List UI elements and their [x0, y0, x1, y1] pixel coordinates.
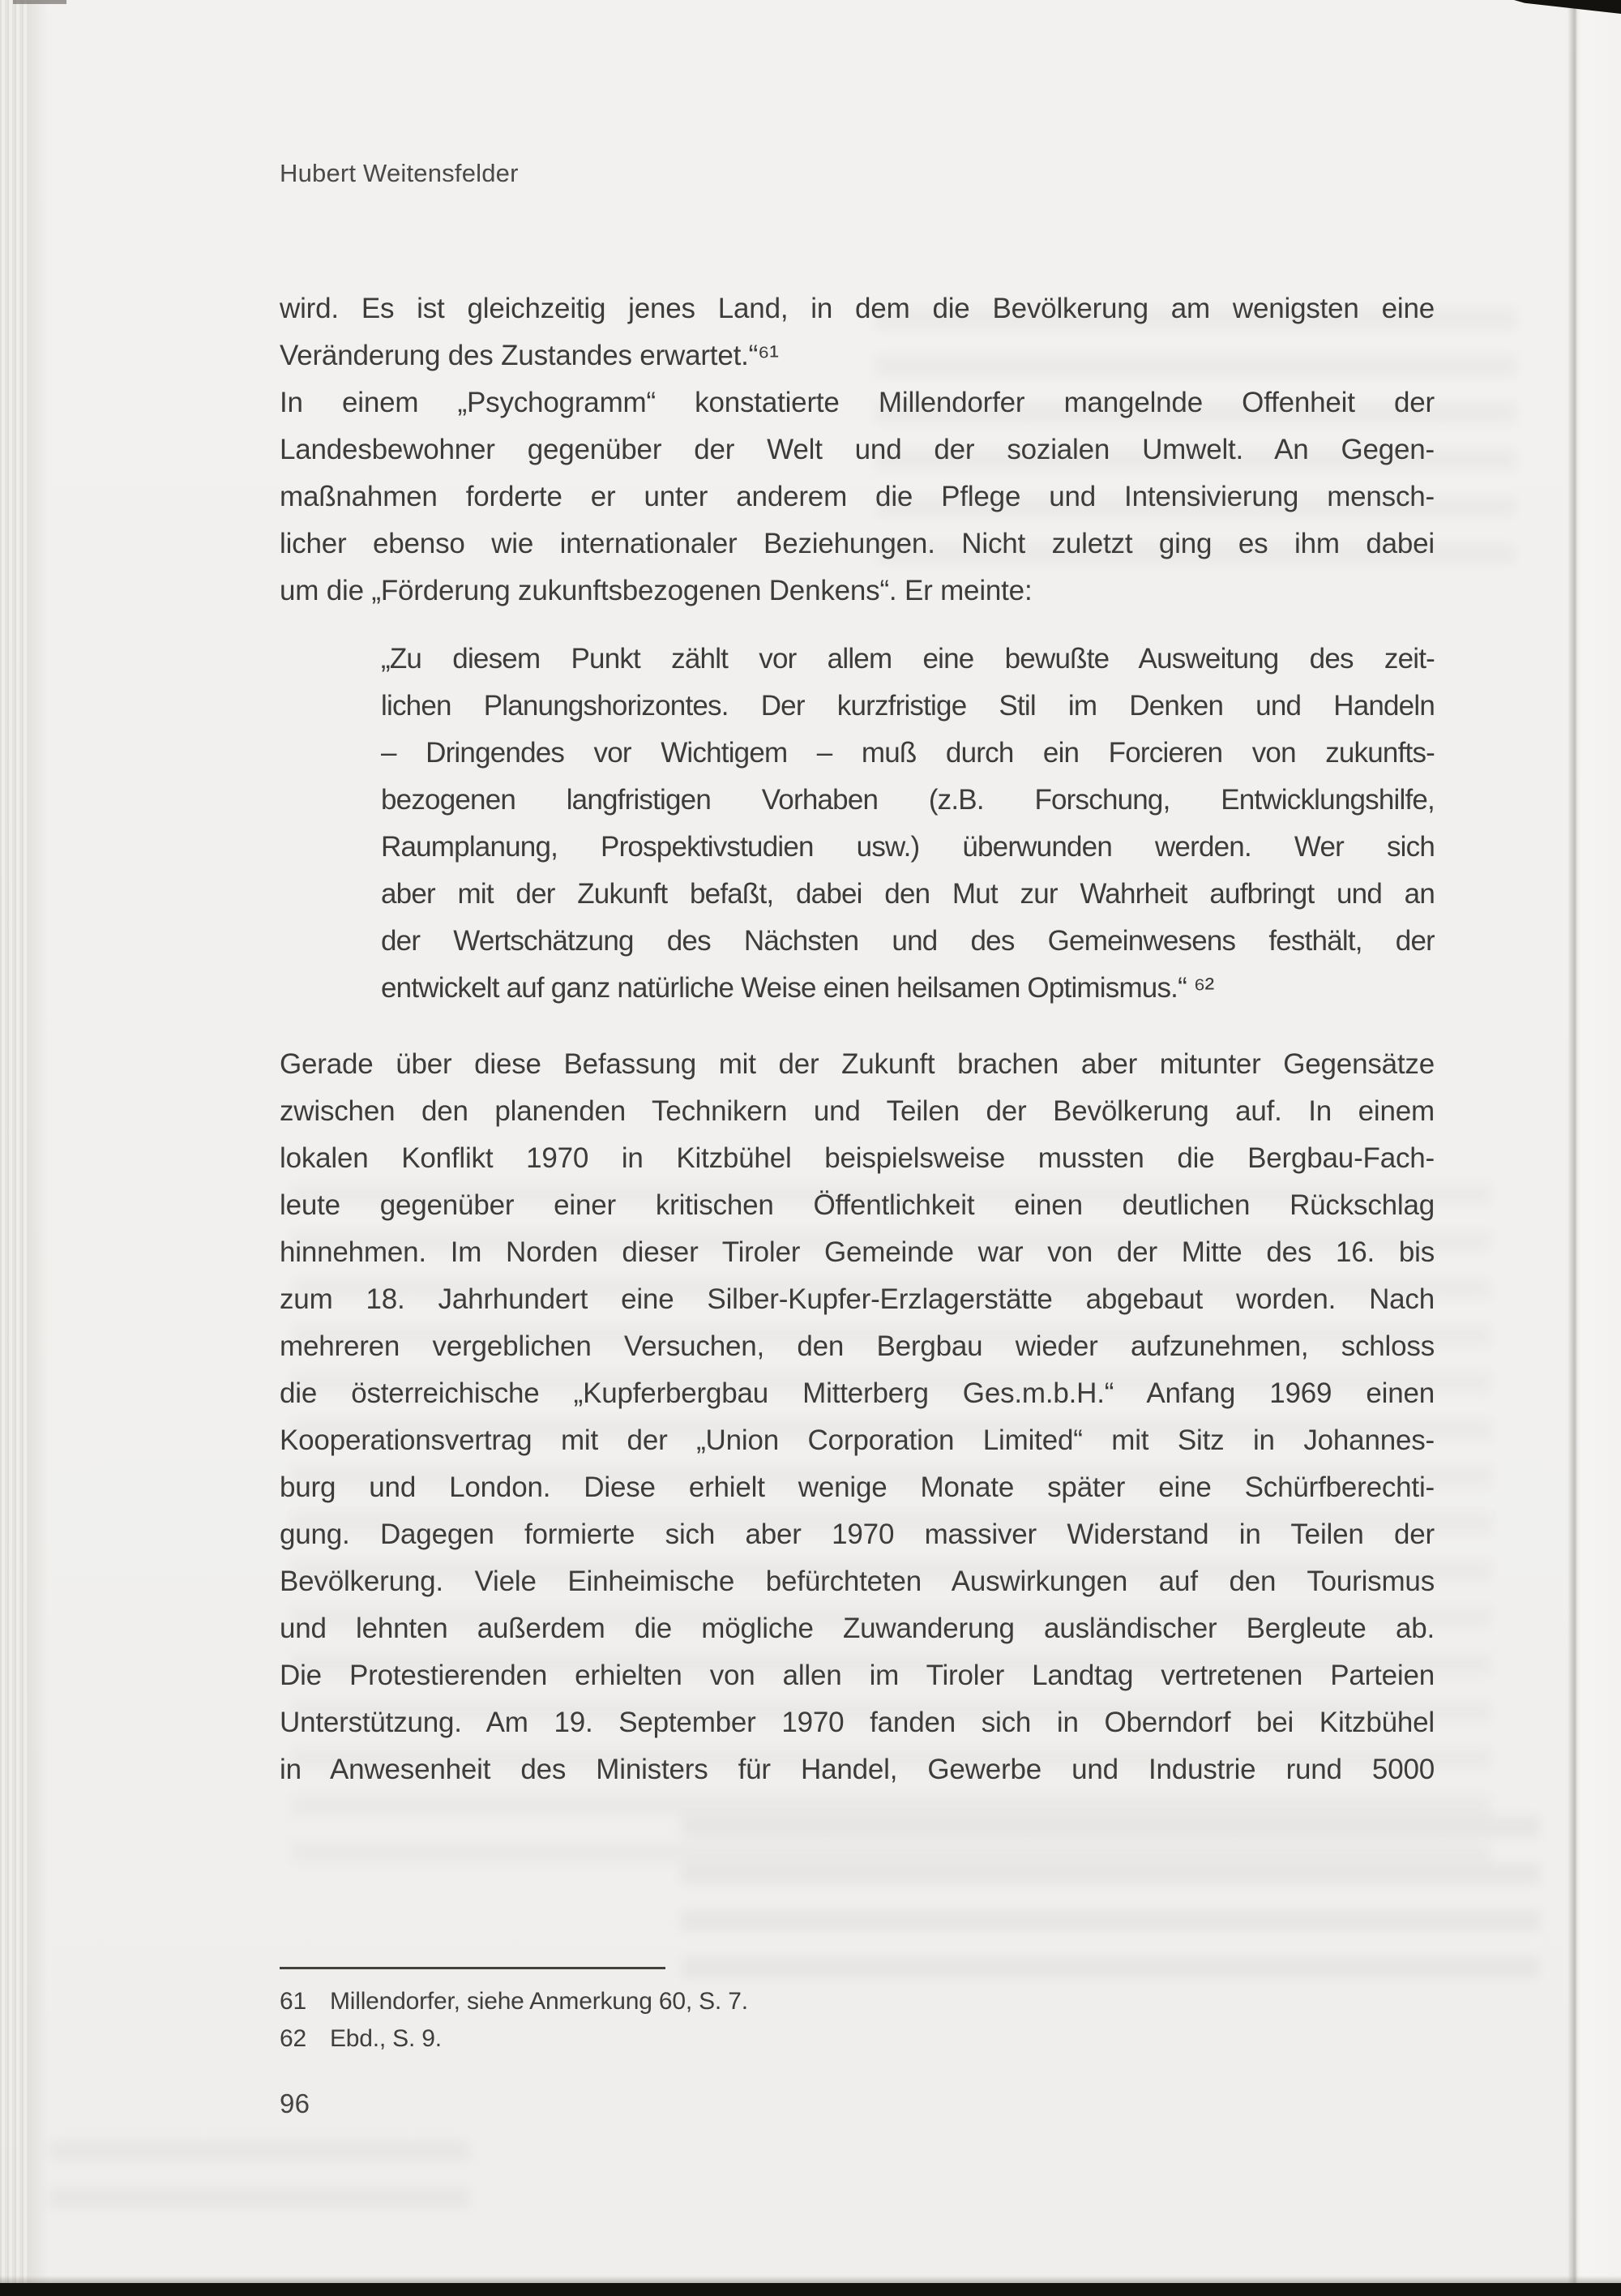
text-line: und lehnten außerdem die mögliche Zuwanderung ausländischer Bergleute ab.: [280, 1613, 1435, 1644]
footnote-text: Ebd., S. 9.: [330, 2025, 442, 2052]
quote-line: – Dringendes vor Wichtigem – muß durch ein Forcieren von zukunfts-: [381, 737, 1435, 769]
paragraph-3: [280, 1041, 1435, 1793]
text-line: wird. Es ist gleichzeitig jenes Land, in dem die Bevölkerung am wenigsten eine: [280, 293, 1435, 324]
bleed-through-ghost: [681, 1816, 1540, 1990]
text-line: lokalen Konflikt 1970 in Kitzbühel beispielsweise mussten die Bergbau-Fach-: [280, 1142, 1435, 1174]
quote-line: lichen Planungshorizontes. Der kurzfristige Stil im Denken und Handeln: [381, 690, 1435, 722]
text-line: mehreren vergeblichen Versuchen, den Bergbau wieder aufzunehmen, schloss: [280, 1330, 1435, 1362]
bleed-through-ghost: [49, 2140, 470, 2217]
footnote-text: Millendorfer, siehe Anmerkung 60, S. 7.: [330, 1988, 748, 2015]
paragraph-2: [280, 379, 1435, 615]
footnote-number: 62: [280, 2025, 306, 2052]
text-line: Kooperationsvertrag mit der „Union Corporation Limited“ mit Sitz in Johannes-: [280, 1424, 1435, 1456]
running-head: Hubert Weitensfelder: [280, 159, 519, 187]
text-line: leute gegenüber einer kritischen Öffentlichkeit einen deutlichen Rückschlag: [280, 1189, 1435, 1221]
quote-line: aber mit der Zukunft befaßt, dabei den Mut zur Wahrheit aufbringt und an: [381, 878, 1435, 910]
body-text: [280, 285, 1435, 1793]
text-line: zum 18. Jahrhundert eine Silber-Kupfer-Erzlagerstätte abgebaut worden. Nach: [280, 1283, 1435, 1315]
text-line: In einem „Psychogramm“ konstatierte Millendorfer mangelnde Offenheit der: [280, 387, 1435, 418]
text-line: Gerade über diese Befassung mit der Zukunft brachen aber mitunter Gegensätze: [280, 1048, 1435, 1080]
text-line: Veränderung des Zustandes erwartet.“⁶¹: [280, 340, 779, 371]
text-line: Landesbewohner gegenüber der Welt und der sozialen Umwelt. An Gegen-: [280, 434, 1435, 465]
quote-line: bezogenen langfristigen Vorhaben (z.B. Forschung, Entwicklungshilfe,: [381, 784, 1435, 816]
text-line: Unterstützung. Am 19. September 1970 fanden sich in Oberndorf bei Kitzbühel: [280, 1707, 1435, 1738]
footnote-rule: [280, 1967, 665, 1969]
scan-bottom-edge-fade: [0, 2276, 1621, 2283]
scan-top-edge-mark: [13, 0, 66, 4]
text-line: zwischen den planenden Technikern und Teilen der Bevölkerung auf. In einem: [280, 1095, 1435, 1127]
text-line: in Anwesenheit des Ministers für Handel, Gewerbe und Industrie rund 5000: [280, 1754, 1435, 1785]
text-line: gung. Dagegen formierte sich aber 1970 massiver Widerstand in Teilen der: [280, 1519, 1435, 1550]
text-line: die österreichische „Kupferbergbau Mitterberg Ges.m.b.H.“ Anfang 1969 einen: [280, 1377, 1435, 1409]
page-stack-edge-shadow: [28, 0, 49, 2283]
footnote-item: [280, 1983, 1435, 2020]
text-line: maßnahmen forderte er unter anderem die Pflege und Intensivierung mensch-: [280, 481, 1435, 512]
quote-line: „Zu diesem Punkt zählt vor allem eine bewußte Ausweitung des zeit-: [381, 643, 1435, 675]
scanner-bottom-edge: [0, 2283, 1621, 2296]
block-quote: [381, 636, 1435, 1012]
text-line: Die Protestierenden erhielten von allen im Tiroler Landtag vertretenen Parteien: [280, 1660, 1435, 1691]
footnote-number: 61: [280, 1988, 306, 2015]
text-line: hinnehmen. Im Norden dieser Tiroler Gemeinde war von der Mitte des 16. bis: [280, 1236, 1435, 1268]
page-number: 96: [280, 2088, 310, 2118]
text-line: burg und London. Diese erhielt wenige Monate später eine Schürfberechti-: [280, 1471, 1435, 1503]
footnote-item: [280, 2020, 1435, 2058]
text-line: Bevölkerung. Viele Einheimische befürchteten Auswirkungen auf den Tourismus: [280, 1566, 1435, 1597]
page-crease: [1568, 0, 1580, 2283]
text-line: licher ebenso wie internationaler Beziehungen. Nicht zuletzt ging es ihm dabei: [280, 528, 1435, 559]
quote-line: entwickelt auf ganz natürliche Weise einen heilsamen Optimismus.“ ⁶²: [381, 972, 1214, 1004]
next-page-edge-right: [1577, 0, 1621, 2283]
page-stack-edges-left: [0, 0, 28, 2283]
quote-line: Raumplanung, Prospektivstudien usw.) überwunden werden. Wer sich: [381, 831, 1435, 863]
text-line: um die „Förderung zukunftsbezogenen Denkens“. Er meinte:: [280, 575, 1033, 606]
quote-line: der Wertschätzung des Nächsten und des Gemeinwesens festhält, der: [381, 925, 1435, 957]
footnote-list: [280, 1983, 1435, 2058]
paragraph-1: [280, 285, 1435, 379]
